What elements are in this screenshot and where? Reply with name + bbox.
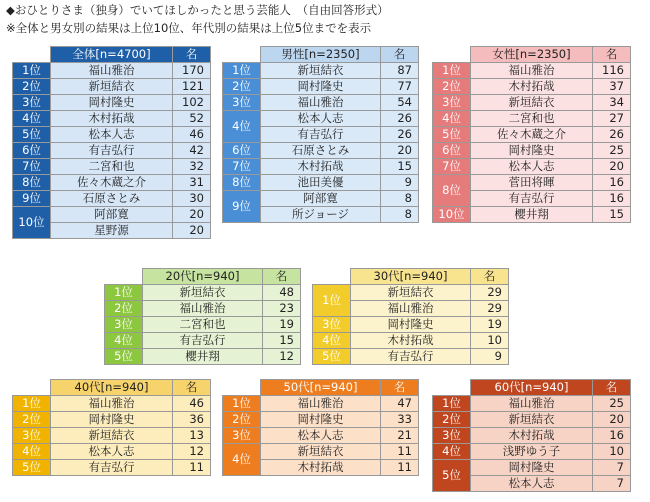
ranking-table-female xyxy=(432,46,631,223)
table-row xyxy=(313,333,509,349)
response-count: 8 xyxy=(381,191,419,207)
rank-label: 8位 xyxy=(223,175,261,191)
celebrity-name: 福山雅治 xyxy=(351,301,471,317)
celebrity-name: 有吉弘行 xyxy=(351,349,471,365)
celebrity-name: 有吉弘行 xyxy=(143,333,263,349)
table-row xyxy=(433,79,631,95)
table-row xyxy=(433,396,631,412)
ranking-table-20s xyxy=(104,268,301,365)
rank-label: 3位 xyxy=(313,317,351,333)
rank-label: 4位 xyxy=(13,444,51,460)
rank-label: 5位 xyxy=(13,460,51,476)
table-header-title: 60代[n=940] xyxy=(471,380,593,396)
rank-label: 8位 xyxy=(13,175,51,191)
response-count: 77 xyxy=(381,79,419,95)
celebrity-name: 佐々木蔵之介 xyxy=(471,127,593,143)
response-count: 52 xyxy=(173,111,211,127)
celebrity-name: 福山雅治 xyxy=(143,301,263,317)
header-spacer xyxy=(13,47,51,63)
table-row xyxy=(223,95,419,111)
celebrity-name: 新垣結衣 xyxy=(351,285,471,301)
table-row xyxy=(13,175,211,191)
table-header xyxy=(433,47,631,63)
table-header-count-label: 名 xyxy=(593,380,631,396)
response-count: 42 xyxy=(173,143,211,159)
celebrity-name: 櫻井翔 xyxy=(471,207,593,223)
rank-label: 1位 xyxy=(313,285,351,317)
table-row xyxy=(105,301,301,317)
table-header-title: 30代[n=940] xyxy=(351,269,471,285)
table-row xyxy=(223,143,419,159)
celebrity-name: 二宮和也 xyxy=(471,111,593,127)
table-header-title: 50代[n=940] xyxy=(261,380,381,396)
response-count: 25 xyxy=(593,396,631,412)
table-row xyxy=(13,444,211,460)
table-row xyxy=(433,111,631,127)
table-header-count-label: 名 xyxy=(173,47,211,63)
rank-label: 4位 xyxy=(433,444,471,460)
table-row xyxy=(433,207,631,223)
table-row xyxy=(13,63,211,79)
table-row xyxy=(433,63,631,79)
response-count: 10 xyxy=(471,333,509,349)
table-header xyxy=(13,380,211,396)
response-count: 29 xyxy=(471,301,509,317)
celebrity-name: 新垣結衣 xyxy=(143,285,263,301)
celebrity-name: 木村拓哉 xyxy=(51,111,173,127)
response-count: 46 xyxy=(173,127,211,143)
celebrity-name: 岡村隆史 xyxy=(471,143,593,159)
response-count: 27 xyxy=(593,111,631,127)
header-spacer xyxy=(223,47,261,63)
table-row xyxy=(313,349,509,365)
rank-label: 6位 xyxy=(433,143,471,159)
celebrity-name: 福山雅治 xyxy=(471,396,593,412)
ranking-table-60s xyxy=(432,379,631,492)
response-count: 12 xyxy=(173,444,211,460)
table-row xyxy=(223,428,419,444)
table-row xyxy=(433,127,631,143)
celebrity-name: 岡村隆史 xyxy=(261,412,381,428)
table-row xyxy=(223,159,419,175)
response-count: 15 xyxy=(381,159,419,175)
response-count: 36 xyxy=(173,412,211,428)
table-row xyxy=(433,143,631,159)
response-count: 37 xyxy=(593,79,631,95)
table-row xyxy=(223,396,419,412)
response-count: 46 xyxy=(173,396,211,412)
ranking-table-40s xyxy=(12,379,211,476)
response-count: 47 xyxy=(381,396,419,412)
table-header-title: 男性[n=2350] xyxy=(261,47,381,63)
rank-label: 2位 xyxy=(105,301,143,317)
header-spacer xyxy=(433,47,471,63)
celebrity-name: 星野源 xyxy=(51,223,173,239)
celebrity-name: 二宮和也 xyxy=(51,159,173,175)
table-row xyxy=(13,191,211,207)
header-spacer xyxy=(313,269,351,285)
rank-label: 3位 xyxy=(105,317,143,333)
celebrity-name: 木村拓哉 xyxy=(261,159,381,175)
response-count: 11 xyxy=(381,460,419,476)
response-count: 29 xyxy=(471,285,509,301)
header-spacer xyxy=(13,380,51,396)
rank-label: 5位 xyxy=(433,460,471,492)
page-title: ◆おひとりさま（独身）でいてほしかったと思う芸能人 （自由回答形式） xyxy=(6,3,389,17)
table-header-title: 40代[n=940] xyxy=(51,380,173,396)
celebrity-name: 所ジョージ xyxy=(261,207,381,223)
celebrity-name: 木村拓哉 xyxy=(261,460,381,476)
rank-label: 9位 xyxy=(223,191,261,223)
table-row xyxy=(223,79,419,95)
rank-label: 2位 xyxy=(13,412,51,428)
celebrity-name: 松本人志 xyxy=(51,444,173,460)
response-count: 31 xyxy=(173,175,211,191)
rank-label: 4位 xyxy=(313,333,351,349)
table-header-count-label: 名 xyxy=(593,47,631,63)
rank-label: 3位 xyxy=(433,95,471,111)
response-count: 32 xyxy=(173,159,211,175)
celebrity-name: 新垣結衣 xyxy=(51,79,173,95)
table-header-count-label: 名 xyxy=(381,47,419,63)
table-row xyxy=(13,159,211,175)
celebrity-name: 木村拓哉 xyxy=(471,79,593,95)
rank-label: 1位 xyxy=(223,396,261,412)
rank-label: 3位 xyxy=(223,95,261,111)
response-count: 26 xyxy=(381,111,419,127)
table-row xyxy=(223,412,419,428)
rank-label: 4位 xyxy=(433,111,471,127)
response-count: 20 xyxy=(173,223,211,239)
table-row xyxy=(105,333,301,349)
table-header-count-label: 名 xyxy=(381,380,419,396)
celebrity-name: 新垣結衣 xyxy=(471,412,593,428)
rank-label: 8位 xyxy=(433,175,471,207)
response-count: 26 xyxy=(381,127,419,143)
rank-label: 4位 xyxy=(13,111,51,127)
table-row xyxy=(13,143,211,159)
rank-label: 1位 xyxy=(433,63,471,79)
celebrity-name: 岡村隆史 xyxy=(351,317,471,333)
response-count: 11 xyxy=(381,444,419,460)
response-count: 34 xyxy=(593,95,631,111)
table-row xyxy=(223,191,419,207)
rank-label: 6位 xyxy=(223,143,261,159)
table-row xyxy=(105,285,301,301)
response-count: 23 xyxy=(263,301,301,317)
ranking-table-male xyxy=(222,46,419,223)
celebrity-name: 松本人志 xyxy=(261,111,381,127)
table-header-count-label: 名 xyxy=(173,380,211,396)
response-count: 19 xyxy=(263,317,301,333)
rank-label: 2位 xyxy=(433,412,471,428)
celebrity-name: 新垣結衣 xyxy=(261,444,381,460)
rank-label: 4位 xyxy=(105,333,143,349)
celebrity-name: 松本人志 xyxy=(261,428,381,444)
rank-label: 1位 xyxy=(13,396,51,412)
rank-label: 6位 xyxy=(13,143,51,159)
celebrity-name: 有吉弘行 xyxy=(471,191,593,207)
celebrity-name: 岡村隆史 xyxy=(471,460,593,476)
header-spacer xyxy=(433,380,471,396)
table-header-title: 女性[n=2350] xyxy=(471,47,593,63)
table-row xyxy=(105,317,301,333)
ranking-table-50s xyxy=(222,379,419,476)
response-count: 87 xyxy=(381,63,419,79)
rank-label: 4位 xyxy=(223,111,261,143)
celebrity-name: 松本人志 xyxy=(471,159,593,175)
rank-label: 4位 xyxy=(223,444,261,476)
response-count: 15 xyxy=(593,207,631,223)
rank-label: 3位 xyxy=(13,95,51,111)
table-row xyxy=(433,95,631,111)
response-count: 26 xyxy=(593,127,631,143)
rank-label: 10位 xyxy=(13,207,51,239)
celebrity-name: 新垣結衣 xyxy=(51,428,173,444)
table-header xyxy=(223,47,419,63)
response-count: 33 xyxy=(381,412,419,428)
response-count: 19 xyxy=(471,317,509,333)
celebrity-name: 松本人志 xyxy=(471,476,593,492)
rank-label: 2位 xyxy=(223,412,261,428)
response-count: 20 xyxy=(593,159,631,175)
response-count: 16 xyxy=(593,191,631,207)
rank-label: 7位 xyxy=(223,159,261,175)
rank-label: 5位 xyxy=(105,349,143,365)
table-row xyxy=(433,412,631,428)
response-count: 16 xyxy=(593,175,631,191)
celebrity-name: 有吉弘行 xyxy=(51,460,173,476)
table-row xyxy=(13,412,211,428)
header-spacer xyxy=(105,269,143,285)
rank-label: 7位 xyxy=(433,159,471,175)
celebrity-name: 福山雅治 xyxy=(51,396,173,412)
response-count: 48 xyxy=(263,285,301,301)
response-count: 20 xyxy=(381,143,419,159)
celebrity-name: 有吉弘行 xyxy=(261,127,381,143)
table-header-count-label: 名 xyxy=(263,269,301,285)
response-count: 54 xyxy=(381,95,419,111)
response-count: 102 xyxy=(173,95,211,111)
rank-label: 2位 xyxy=(223,79,261,95)
ranking-table-all xyxy=(12,46,211,239)
celebrity-name: 池田美優 xyxy=(261,175,381,191)
celebrity-name: 阿部寛 xyxy=(51,207,173,223)
table-header xyxy=(433,380,631,396)
response-count: 11 xyxy=(173,460,211,476)
celebrity-name: 石原さとみ xyxy=(261,143,381,159)
response-count: 9 xyxy=(381,175,419,191)
celebrity-name: 新垣結衣 xyxy=(471,95,593,111)
table-row xyxy=(223,444,419,460)
rank-label: 5位 xyxy=(313,349,351,365)
response-count: 15 xyxy=(263,333,301,349)
celebrity-name: 石原さとみ xyxy=(51,191,173,207)
table-header xyxy=(223,380,419,396)
rank-label: 2位 xyxy=(433,79,471,95)
response-count: 20 xyxy=(173,207,211,223)
table-row xyxy=(13,460,211,476)
celebrity-name: 福山雅治 xyxy=(51,63,173,79)
response-count: 116 xyxy=(593,63,631,79)
table-row xyxy=(313,285,509,301)
table-row xyxy=(13,207,211,223)
rank-label: 5位 xyxy=(13,127,51,143)
response-count: 9 xyxy=(471,349,509,365)
response-count: 121 xyxy=(173,79,211,95)
celebrity-name: 福山雅治 xyxy=(261,396,381,412)
table-row xyxy=(13,111,211,127)
table-row xyxy=(433,428,631,444)
celebrity-name: 木村拓哉 xyxy=(471,428,593,444)
table-row xyxy=(223,63,419,79)
rank-label: 1位 xyxy=(223,63,261,79)
response-count: 25 xyxy=(593,143,631,159)
table-row xyxy=(13,428,211,444)
celebrity-name: 櫻井翔 xyxy=(143,349,263,365)
rank-label: 3位 xyxy=(433,428,471,444)
table-header xyxy=(313,269,509,285)
ranking-table-30s xyxy=(312,268,509,365)
table-row xyxy=(223,111,419,127)
page-note: ※全体と男女別の結果は上位10位、年代別の結果は上位5位までを表示 xyxy=(6,21,372,35)
response-count: 170 xyxy=(173,63,211,79)
header-spacer xyxy=(223,380,261,396)
celebrity-name: 新垣結衣 xyxy=(261,63,381,79)
table-row xyxy=(433,460,631,476)
celebrity-name: 菅田将暉 xyxy=(471,175,593,191)
table-row xyxy=(13,127,211,143)
table-header-title: 全体[n=4700] xyxy=(51,47,173,63)
rank-label: 3位 xyxy=(13,428,51,444)
celebrity-name: 岡村隆史 xyxy=(261,79,381,95)
celebrity-name: 岡村隆史 xyxy=(51,95,173,111)
table-header xyxy=(13,47,211,63)
rank-label: 1位 xyxy=(433,396,471,412)
rank-label: 9位 xyxy=(13,191,51,207)
table-header-count-label: 名 xyxy=(471,269,509,285)
response-count: 16 xyxy=(593,428,631,444)
celebrity-name: 有吉弘行 xyxy=(51,143,173,159)
table-row xyxy=(433,175,631,191)
table-row xyxy=(13,79,211,95)
rank-label: 7位 xyxy=(13,159,51,175)
response-count: 20 xyxy=(593,412,631,428)
response-count: 10 xyxy=(593,444,631,460)
rank-label: 2位 xyxy=(13,79,51,95)
rank-label: 1位 xyxy=(13,63,51,79)
response-count: 13 xyxy=(173,428,211,444)
table-row xyxy=(223,175,419,191)
rank-label: 10位 xyxy=(433,207,471,223)
celebrity-name: 福山雅治 xyxy=(261,95,381,111)
rank-label: 5位 xyxy=(433,127,471,143)
table-row xyxy=(13,95,211,111)
response-count: 8 xyxy=(381,207,419,223)
response-count: 7 xyxy=(593,476,631,492)
celebrity-name: 佐々木蔵之介 xyxy=(51,175,173,191)
table-header xyxy=(105,269,301,285)
celebrity-name: 浅野ゆう子 xyxy=(471,444,593,460)
table-row xyxy=(13,396,211,412)
table-row xyxy=(105,349,301,365)
celebrity-name: 二宮和也 xyxy=(143,317,263,333)
response-count: 7 xyxy=(593,460,631,476)
table-header-title: 20代[n=940] xyxy=(143,269,263,285)
table-row xyxy=(313,317,509,333)
celebrity-name: 阿部寛 xyxy=(261,191,381,207)
celebrity-name: 福山雅治 xyxy=(471,63,593,79)
table-row xyxy=(433,444,631,460)
celebrity-name: 岡村隆史 xyxy=(51,412,173,428)
response-count: 21 xyxy=(381,428,419,444)
celebrity-name: 松本人志 xyxy=(51,127,173,143)
response-count: 12 xyxy=(263,349,301,365)
celebrity-name: 木村拓哉 xyxy=(351,333,471,349)
table-row xyxy=(433,159,631,175)
rank-label: 1位 xyxy=(105,285,143,301)
rank-label: 3位 xyxy=(223,428,261,444)
response-count: 30 xyxy=(173,191,211,207)
